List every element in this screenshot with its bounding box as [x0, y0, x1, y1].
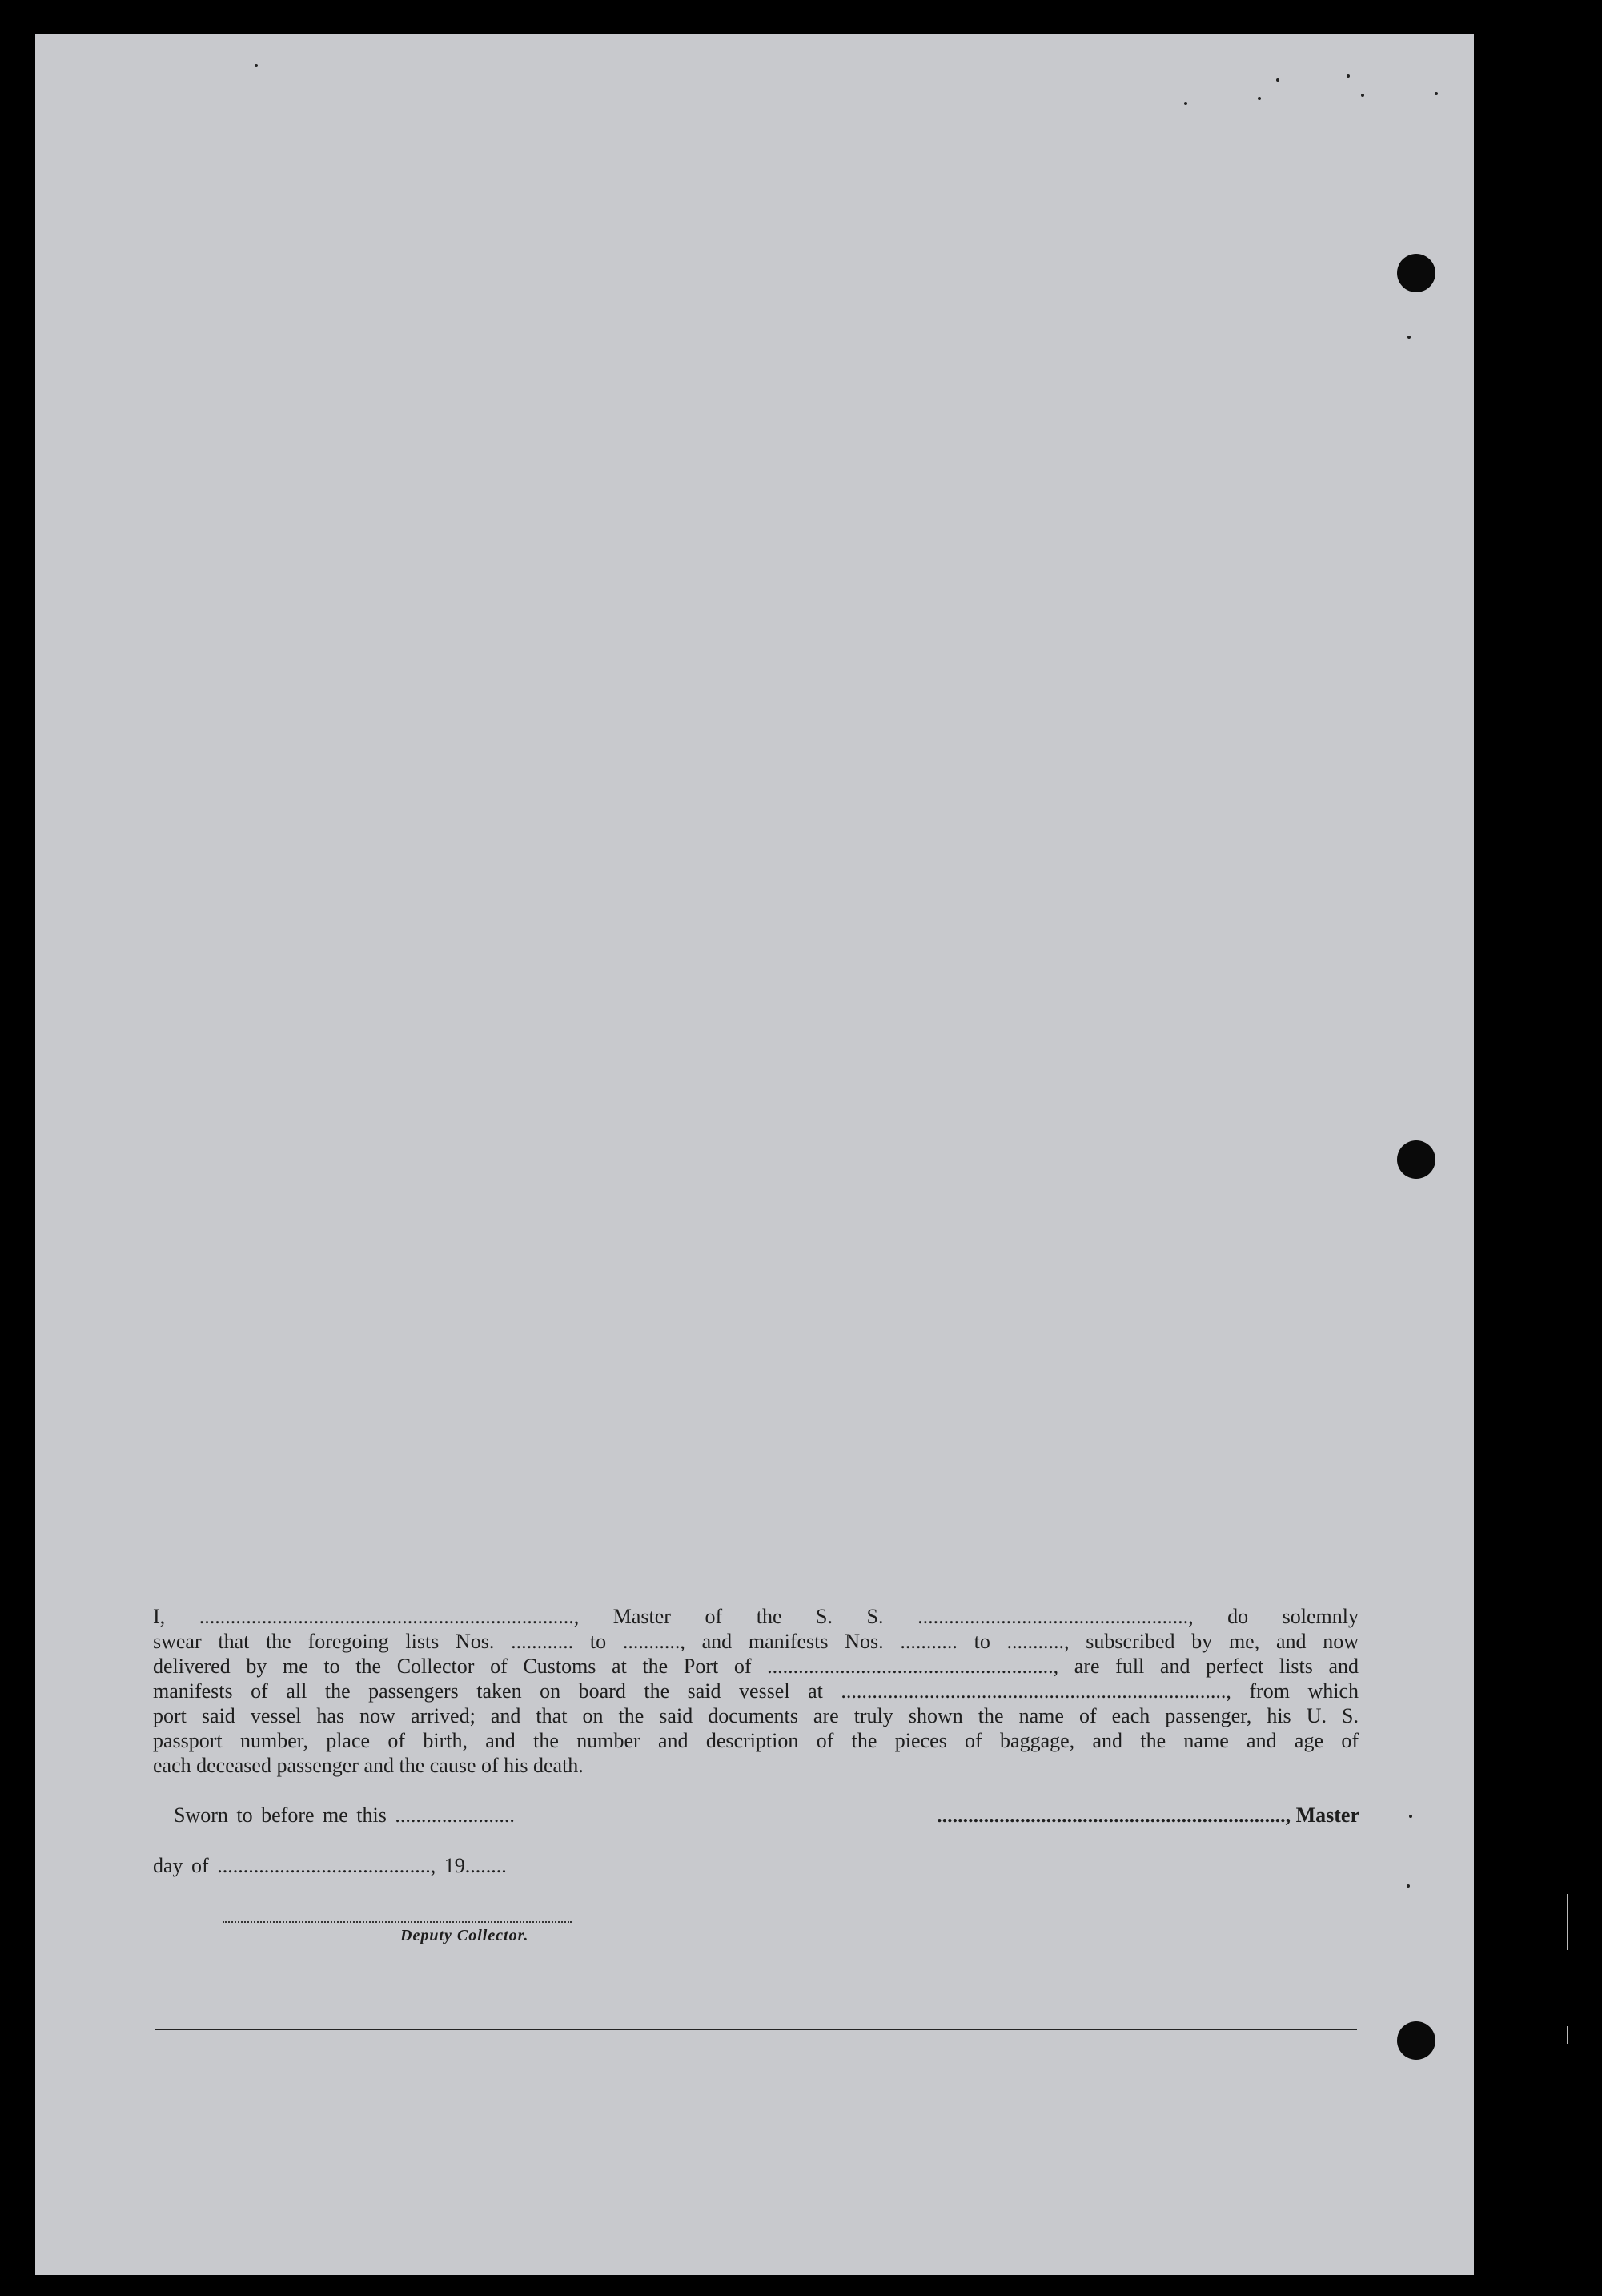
speck-mark: [1258, 97, 1261, 100]
sworn-statement: Sworn to before me this .......................: [174, 1803, 515, 1827]
scan-edge-mark: [1567, 1894, 1568, 1950]
speck-mark: [1409, 1815, 1412, 1818]
speck-mark: [1407, 336, 1411, 339]
speck-mark: [1347, 74, 1350, 78]
oath-paragraph: [153, 1604, 1359, 1778]
document-page: [35, 34, 1474, 2275]
bottom-rule: [155, 2029, 1357, 2030]
speck-mark: [1361, 94, 1364, 97]
date-line: day of ........................................., 19........: [153, 1854, 507, 1877]
speck-mark: [1184, 102, 1187, 105]
punch-hole-bottom: [1397, 2021, 1435, 2060]
scan-edge-mark: [1567, 2026, 1568, 2044]
oath-line: port said vessel has now arrived; and that on the said documents are truly shown the name of each passenger, his U. S.: [153, 1704, 1359, 1727]
punch-hole-middle: [1397, 1140, 1435, 1179]
deputy-collector-label: Deputy Collector.: [400, 1927, 529, 1944]
punch-hole-top: [1397, 254, 1435, 292]
speck-mark: [1435, 92, 1438, 95]
oath-line: manifests of all the passengers taken on board the said vessel at .........................................................................., from which: [153, 1679, 1359, 1703]
master-signature-line: ..................................................................., Master: [937, 1803, 1359, 1827]
deputy-signature-line: [223, 1921, 572, 1923]
oath-line: swear that the foregoing lists Nos. ............ to ..........., and manifests Nos. ........... to ..........., subscribed by me, and now: [153, 1630, 1359, 1653]
speck-mark: [1276, 78, 1279, 82]
speck-mark: [255, 64, 258, 67]
oath-line: I, ........................................................................, Master of the S. S. ...................................................., do solemnly: [153, 1605, 1359, 1628]
oath-line: passport number, place of birth, and the number and description of the pieces of baggage, and the name and age of: [153, 1729, 1359, 1752]
oath-line: each deceased passenger and the cause of his death.: [153, 1754, 584, 1777]
speck-mark: [1407, 1884, 1410, 1888]
oath-line: delivered by me to the Collector of Customs at the Port of ......................................................., are full and perfect lists and: [153, 1655, 1359, 1678]
